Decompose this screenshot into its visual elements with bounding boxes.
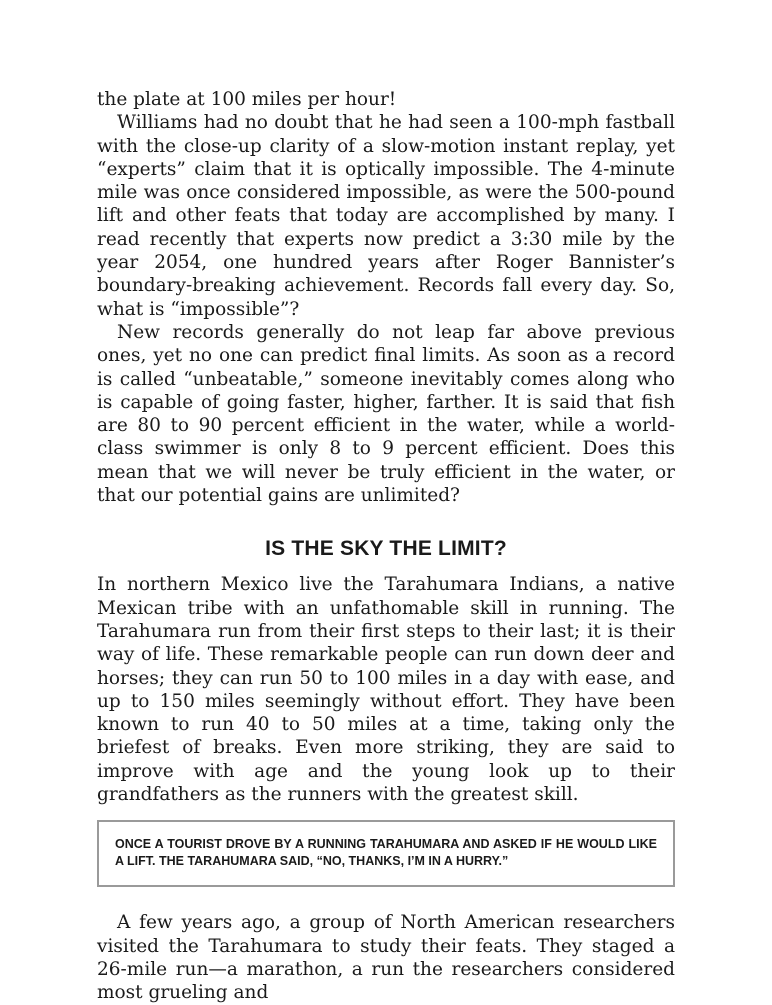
callout-box	[97, 820, 675, 887]
document-page	[97, 88, 675, 1005]
callout-text: ONCE A TOURIST DROVE BY A RUNNING TARAHUMARA AND ASKED IF HE WOULD LIKE A LIFT. THE TARAHUMARA SAID, “NO, THANKS, I’M IN A HURRY.”	[115, 837, 657, 869]
paragraph-tarahumara: In northern Mexico live the Tarahumara Indians, a native Mexican tribe with an unfathomable skill in running. The Tarahumara run from their first steps to their last; it is their way of life. These remarkable people can run down deer and horses; they can run 50 to 100 miles in a day with ease, and up to 150 miles seemingly without effort. They have been known to run 40 to 50 miles at a time, taking only the briefest of breaks. Even more striking, they are said to improve with age and the young look up to their grandfathers as the runners with the greatest skill.	[97, 574, 675, 806]
paragraph-records: New records generally do not leap far above previous ones, yet no one can predict final limits. As soon as a record is called “unbeatable,” someone inevitably comes along who is capable of going faster, higher, farther. It is said that fish are 80 to 90 percent efficient in the water, while a world-class swimmer is only 8 to 9 percent efficient. Does this mean that we will never be truly efficient in the water, or that our potential gains are unlimited?	[97, 321, 675, 507]
paragraph-williams: Williams had no doubt that he had seen a 100-mph fastball with the close-up clarity of a slow-motion instant replay, yet “experts” claim that it is optically impossible. The 4-minute mile was once considered impossible, as were the 500-pound lift and other feats that today are accomplished by many. I read recently that experts now predict a 3:30 mile by the year 2054, one hundred years after Roger Bannister’s boundary-breaking achievement. Records fall every day. So, what is “impossible”?	[97, 112, 675, 320]
section-heading: IS THE SKY THE LIMIT?	[265, 537, 507, 561]
paragraph-researchers: A few years ago, a group of North American researchers visited the Tarahumara to study their feats. They staged a 26-mile run—a marathon, a run the researchers considered most grueling and	[97, 912, 675, 1004]
paragraph-continuation: the plate at 100 miles per hour!	[97, 89, 397, 110]
